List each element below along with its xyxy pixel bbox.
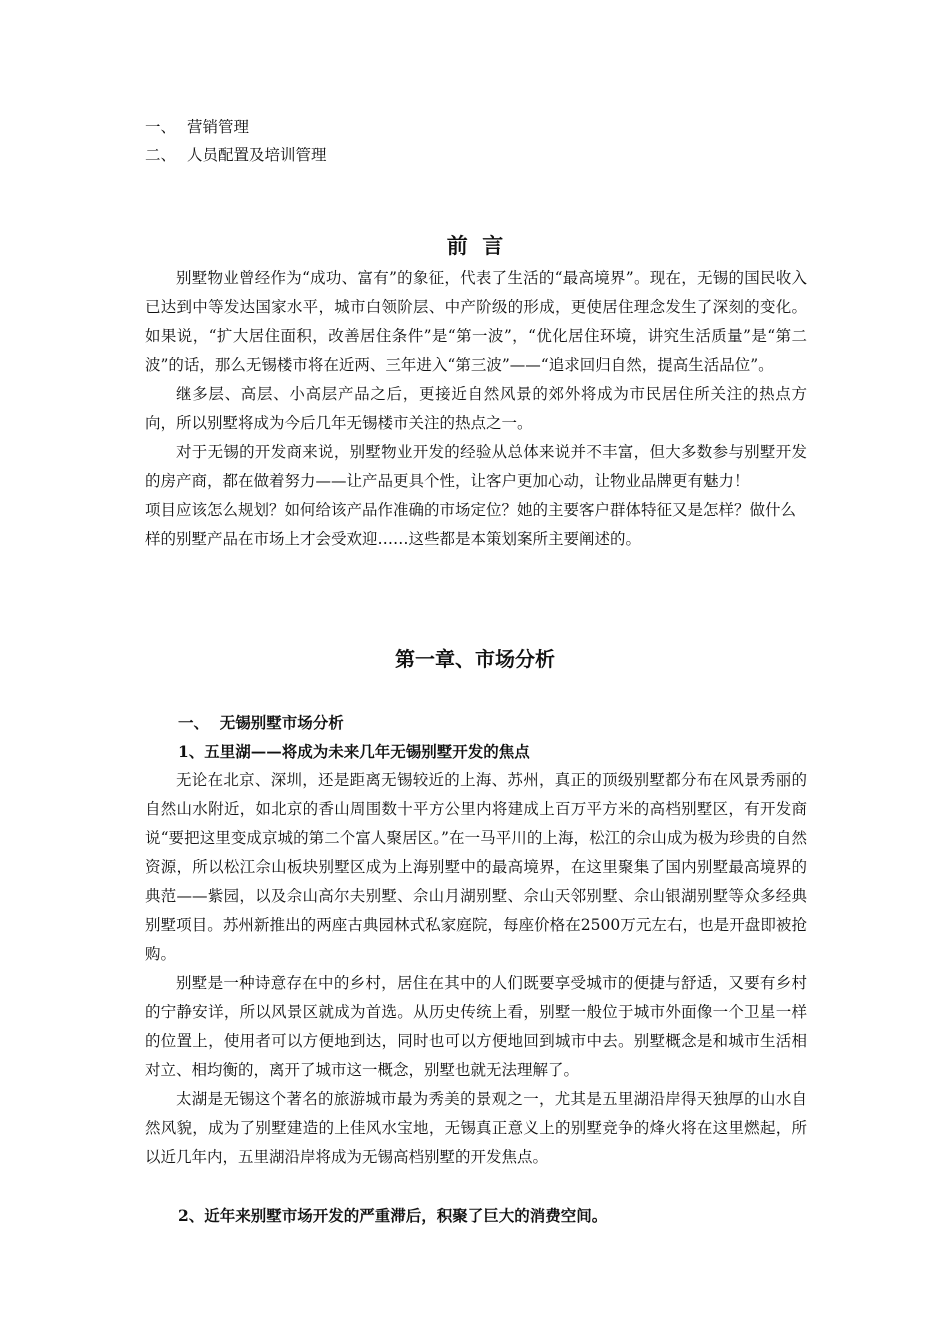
body-paragraph: 太湖是无锡这个著名的旅游城市最为秀美的景观之一，尤其是五里湖沿岸得天独厚的山水自然风貌，成为了别墅建造的上佳风水宝地，无锡真正意义上的别墅竞争的烽火将在这里燃起，所以近几年内，五里湖沿岸将成为无锡高档别墅的开发焦点。 (145, 1090, 807, 1166)
preface-body (145, 264, 807, 554)
section-heading: 一、 无锡别墅市场分析 (178, 713, 344, 732)
body-paragraph: 别墅是一种诗意存在中的乡村，居住在其中的人们既要享受城市的便捷与舒适，又要有乡村的宁静安详，所以风景区就成为首选。从历史传统上看，别墅一般位于城市外面像一个卫星一样的位置上，使用者可以方便地到达，同时也可以方便地回到城市中去。别墅概念是和城市生活相对立、相均衡的，离开了城市这一概念，别墅也就无法理解了。 (145, 974, 807, 1079)
toc-item-text: 人员配置及培训管理 (187, 146, 327, 164)
toc-item (145, 141, 327, 169)
toc-item-number: 二、 (145, 146, 177, 164)
toc-item-text: 营销管理 (187, 118, 250, 136)
preface-title: 前 言 (446, 233, 504, 258)
chapter-title: 第一章、市场分析 (395, 647, 555, 671)
preface-paragraph: 别墅物业曾经作为“成功、富有”的象征，代表了生活的“最高境界”。现在，无锡的国民收入已达到中等发达国家水平，城市白领阶层、中产阶级的形成，更使居住理念发生了深刻的变化。如果说，“扩大居住面积，改善居住条件”是“第一波”，“优化居住环境，讲究生活质量”是“第二波”的话，那么无锡楼市将在近两、三年进入“第三波”——“追求回归自然，提高生活品位”。 (145, 269, 807, 374)
preface-paragraph: 继多层、高层、小高层产品之后，更接近自然风景的郊外将成为市民居住所关注的热点方向，所以别墅将成为今后几年无锡楼市关注的热点之一。 (145, 385, 807, 432)
preface-closing: 项目应该怎么规划？如何给该产品作准确的市场定位？她的主要客户群体特征又是怎样？做什么样的别墅产品在市场上才会受欢迎……这些都是本策划案所主要阐述的。 (145, 501, 797, 548)
section-body (145, 766, 807, 1172)
table-of-contents (145, 113, 327, 169)
body-paragraph: 无论在北京、深圳，还是距离无锡较近的上海、苏州，真正的顶级别墅都分布在风景秀丽的自然山水附近，如北京的香山周围数十平方公里内将建成上百万平方米的高档别墅区，有开发商说“要把这里变成京城的第二个富人聚居区。”在一马平川的上海，松江的佘山成为极为珍贵的自然资源，所以松江佘山板块别墅区成为上海别墅中的最高境界，在这里聚集了国内别墅最高境界的典范——紫园，以及佘山高尔夫别墅、佘山月湖别墅、佘山天邻别墅、佘山银湖别墅等众多经典别墅项目。苏州新推出的两座古典园林式私家庭院，每座价格在2500万元左右，也是开盘即被抢购。 (145, 771, 807, 963)
subsection-heading: 2、近年来别墅市场开发的严重滞后，积聚了巨大的消费空间。 (178, 1206, 608, 1225)
toc-item-number: 一、 (145, 118, 177, 136)
toc-item (145, 113, 327, 141)
preface-paragraph: 对于无锡的开发商来说，别墅物业开发的经验从总体来说并不丰富，但大多数参与别墅开发的房产商，都在做着努力——让产品更具个性，让客户更加心动，让物业品牌更有魅力！ (145, 443, 807, 490)
subsection-heading: 1、五里湖——将成为未来几年无锡别墅开发的焦点 (178, 742, 530, 761)
